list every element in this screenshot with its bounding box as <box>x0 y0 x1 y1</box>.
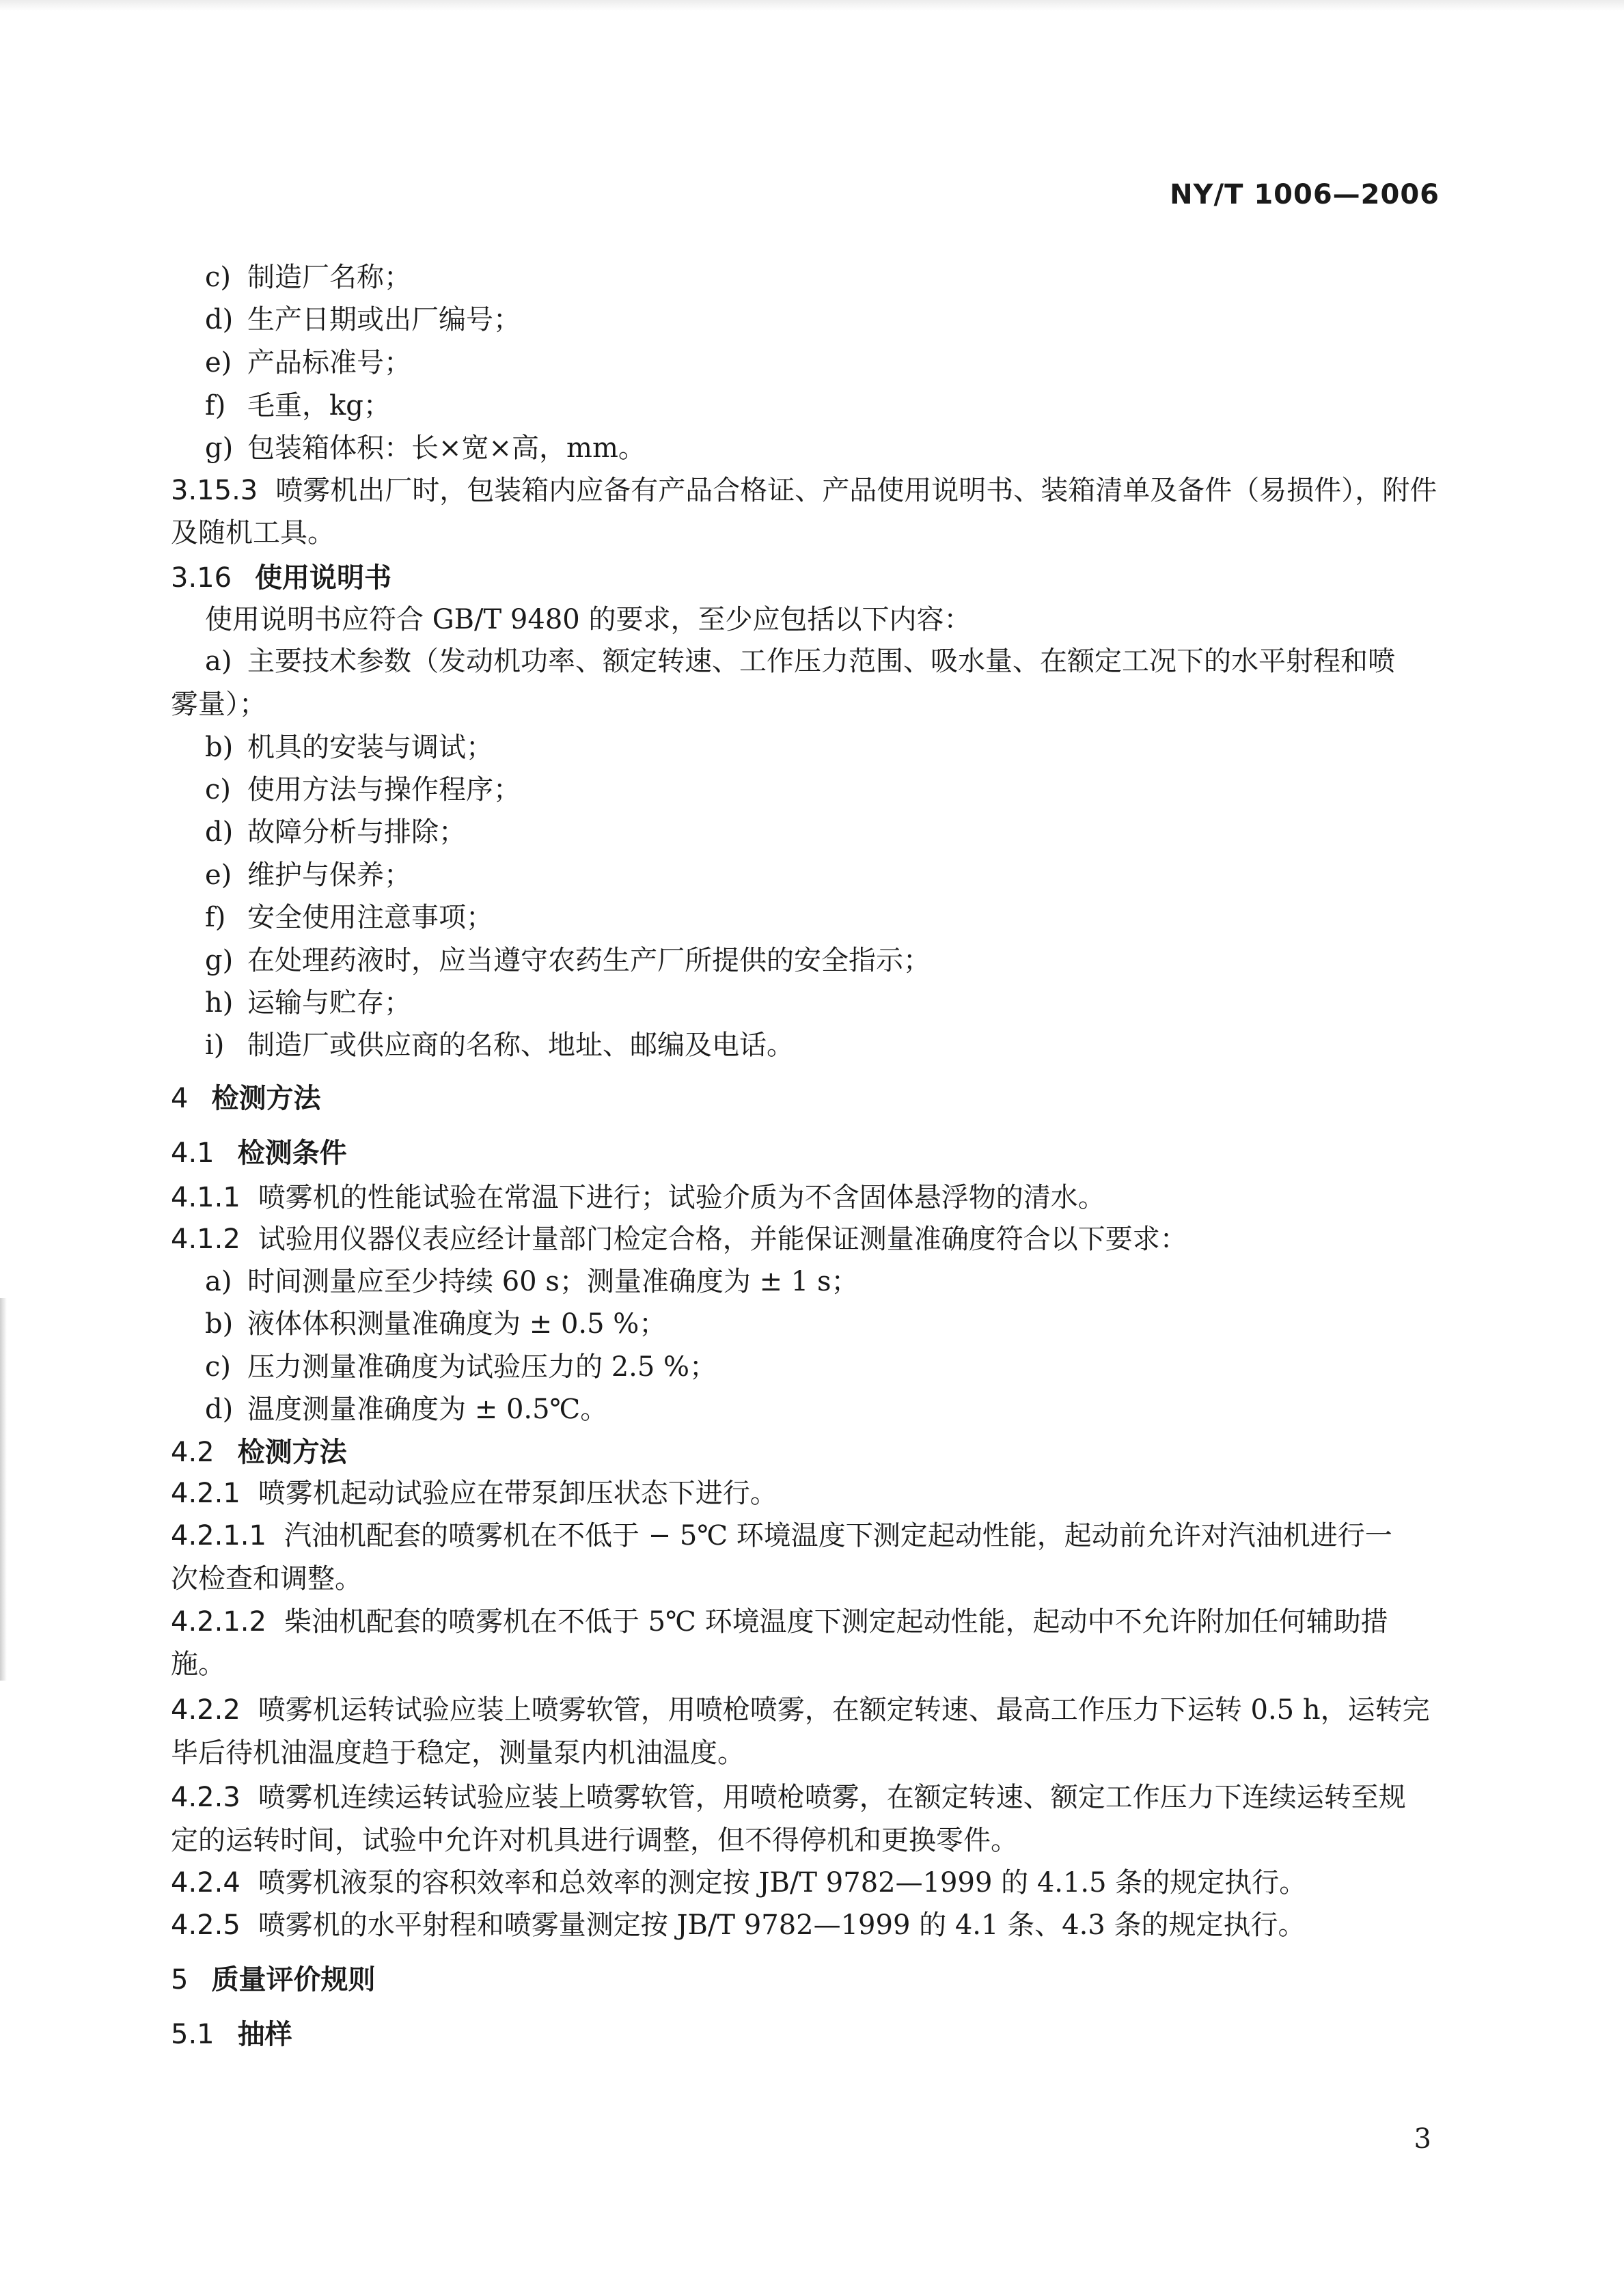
section-number: 3.16 <box>171 562 232 594</box>
clause-line <box>171 1603 1388 1641</box>
paragraph-text: 使用说明书应符合 GB/T 9480 的要求，至少应包括以下内容： <box>205 604 972 635</box>
list-marker: c) <box>205 774 232 805</box>
list-marker: a) <box>205 1266 232 1297</box>
list-marker: i) <box>205 1030 225 1061</box>
list-item-text: 维护与保养； <box>247 859 411 891</box>
clause-number: 4.2.1.1 <box>171 1520 266 1551</box>
continuation-line <box>171 1645 225 1683</box>
clause-number: 3.15.3 <box>171 475 258 506</box>
continuation-text: 毕后待机油温度趋于稳定，测量泵内机油温度。 <box>171 1737 745 1769</box>
clause-text: 试验用仪器仪表应经计量部门检定合格，并能保证测量准确度符合以下要求： <box>258 1224 1187 1255</box>
list-marker: f) <box>205 390 226 422</box>
list-item <box>205 301 521 339</box>
continuation-line <box>171 1734 745 1772</box>
list-item-text: 机具的安装与调试； <box>247 732 493 763</box>
clause-text: 喷雾机起动试验应在带泵卸压状态下进行。 <box>258 1478 777 1509</box>
clause-line <box>171 1691 1430 1729</box>
list-marker: d) <box>205 816 234 848</box>
list-item-text: 压力测量准确度为试验压力的 2.5 %； <box>247 1351 717 1383</box>
clause-line <box>171 471 1437 510</box>
continuation-text: 次检查和调整。 <box>171 1563 362 1595</box>
section-heading <box>171 1079 320 1118</box>
section-title: 检测方法 <box>237 1437 347 1468</box>
list-marker: h) <box>205 987 234 1019</box>
clause-number: 4.2.1.2 <box>171 1606 266 1638</box>
list-item <box>205 258 411 296</box>
list-marker: b) <box>205 1308 234 1340</box>
paragraph-line <box>205 601 971 639</box>
list-item <box>205 856 411 894</box>
section-title: 使用说明书 <box>255 562 392 594</box>
list-item <box>205 771 521 809</box>
list-item <box>205 728 493 767</box>
list-item-text: 产品标准号； <box>247 347 411 378</box>
list-marker: g) <box>205 432 234 464</box>
clause-line <box>171 1178 1105 1217</box>
list-item <box>205 1026 794 1064</box>
section-number: 5 <box>171 1964 189 1996</box>
section-heading <box>171 559 391 597</box>
clause-number: 4.2.2 <box>171 1694 240 1726</box>
list-item-text: 主要技术参数（发动机功率、额定转速、工作压力范围、吸水量、在额定工况下的水平射程和喷 <box>247 646 1395 677</box>
list-marker: c) <box>205 1351 232 1383</box>
scan-shadow-left <box>0 1298 7 1681</box>
list-item-text: 生产日期或出厂编号； <box>247 304 521 335</box>
clause-number: 4.1.1 <box>171 1182 240 1213</box>
clause-text: 喷雾机的水平射程和喷雾量测定按 JB/T 9782—1999 的 4.1 条、4.3 条的规定执行。 <box>258 1909 1306 1941</box>
continuation-text: 施。 <box>171 1648 225 1680</box>
continuation-line <box>171 1560 362 1598</box>
list-item <box>205 941 931 980</box>
list-marker: d) <box>205 304 234 335</box>
continuation-text: 及随机工具。 <box>171 517 335 549</box>
clause-line <box>171 1474 777 1513</box>
clause-line <box>171 1778 1406 1817</box>
clause-line <box>171 1864 1306 1902</box>
clause-text: 柴油机配套的喷雾机在不低于 5℃ 环境温度下测定起动性能，起动中不允许附加任何辅助措 <box>284 1606 1388 1638</box>
section-number: 4.1 <box>171 1137 215 1169</box>
list-item <box>205 898 493 937</box>
continuation-text: 定的运转时间，试验中允许对机具进行调整，但不得停机和更换零件。 <box>171 1825 1018 1856</box>
continuation-line <box>171 514 335 552</box>
continuation-line <box>171 1821 1018 1860</box>
section-heading <box>171 1433 347 1472</box>
clause-number: 4.2.5 <box>171 1909 240 1941</box>
list-item-text: 温度测量准确度为 ± 0.5℃。 <box>247 1394 608 1425</box>
clause-number: 4.1.2 <box>171 1224 240 1255</box>
clause-text: 喷雾机出厂时，包装箱内应备有产品合格证、产品使用说明书、装箱清单及备件（易损件），附件 <box>275 475 1437 506</box>
list-item <box>205 344 411 382</box>
list-item <box>205 1348 717 1386</box>
clause-number: 4.2.4 <box>171 1867 240 1899</box>
clause-text: 喷雾机的性能试验在常温下进行；试验介质为不含固体悬浮物的清水。 <box>258 1182 1105 1213</box>
list-item-text: 液体体积测量准确度为 ± 0.5 %； <box>247 1308 667 1340</box>
list-item <box>205 1262 859 1301</box>
list-item-text: 毛重，kg； <box>247 390 391 422</box>
list-marker: c) <box>205 262 232 293</box>
list-item <box>205 1305 666 1343</box>
list-marker: e) <box>205 859 232 891</box>
list-marker: e) <box>205 347 232 378</box>
list-item <box>205 642 1395 680</box>
section-title: 检测方法 <box>211 1083 321 1114</box>
section-heading <box>171 1134 347 1172</box>
list-item-text: 包装箱体积：长×宽×高，mm。 <box>247 432 646 464</box>
list-item <box>205 1390 607 1429</box>
list-marker: g) <box>205 945 234 976</box>
list-item <box>205 984 411 1022</box>
section-heading <box>171 1961 375 1999</box>
list-marker: d) <box>205 1394 234 1425</box>
list-item-text: 使用方法与操作程序； <box>247 774 521 805</box>
section-title: 质量评价规则 <box>211 1964 376 1996</box>
list-item <box>205 813 466 851</box>
page-number: 3 <box>1414 2123 1431 2155</box>
clause-line <box>171 1517 1392 1555</box>
clause-number: 4.2.1 <box>171 1478 240 1509</box>
standard-number: NY/T 1006—2006 <box>1170 179 1440 210</box>
clause-number: 4.2.3 <box>171 1782 240 1813</box>
clause-line <box>171 1906 1305 1944</box>
section-heading <box>171 2015 292 2054</box>
list-item-text: 安全使用注意事项； <box>247 902 493 933</box>
scan-shadow-top <box>0 0 1624 11</box>
continuation-line <box>171 685 266 723</box>
list-marker: f) <box>205 902 226 933</box>
section-title: 抽样 <box>237 2019 292 2050</box>
continuation-text: 雾量）； <box>171 689 266 720</box>
list-item-text: 制造厂或供应商的名称、地址、邮编及电话。 <box>247 1030 794 1061</box>
list-item-text: 运输与贮存； <box>247 987 411 1019</box>
list-item-text: 制造厂名称； <box>247 262 411 293</box>
section-number: 5.1 <box>171 2019 215 2050</box>
list-marker: b) <box>205 732 234 763</box>
clause-text: 汽油机配套的喷雾机在不低于 − 5℃ 环境温度下测定起动性能，起动前允许对汽油机进行一 <box>284 1520 1392 1551</box>
list-item-text: 在处理药液时，应当遵守农药生产厂所提供的安全指示； <box>247 945 931 976</box>
section-number: 4.2 <box>171 1437 215 1468</box>
clause-text: 喷雾机连续运转试验应装上喷雾软管，用喷枪喷雾，在额定转速、额定工作压力下连续运转至规 <box>258 1782 1406 1813</box>
list-item-text: 时间测量应至少持续 60 s；测量准确度为 ± 1 s； <box>247 1266 859 1297</box>
list-marker: a) <box>205 646 232 677</box>
list-item <box>205 429 646 467</box>
clause-text: 喷雾机运转试验应装上喷雾软管，用喷枪喷雾，在额定转速、最高工作压力下运转 0.5 h，运转完 <box>258 1694 1430 1726</box>
list-item-text: 故障分析与排除； <box>247 816 466 848</box>
clause-line <box>171 1220 1187 1258</box>
clause-text: 喷雾机液泵的容积效率和总效率的测定按 JB/T 9782—1999 的 4.1.5 条的规定执行。 <box>258 1867 1307 1899</box>
list-item <box>205 387 391 425</box>
section-title: 检测条件 <box>237 1137 347 1169</box>
section-number: 4 <box>171 1083 189 1114</box>
